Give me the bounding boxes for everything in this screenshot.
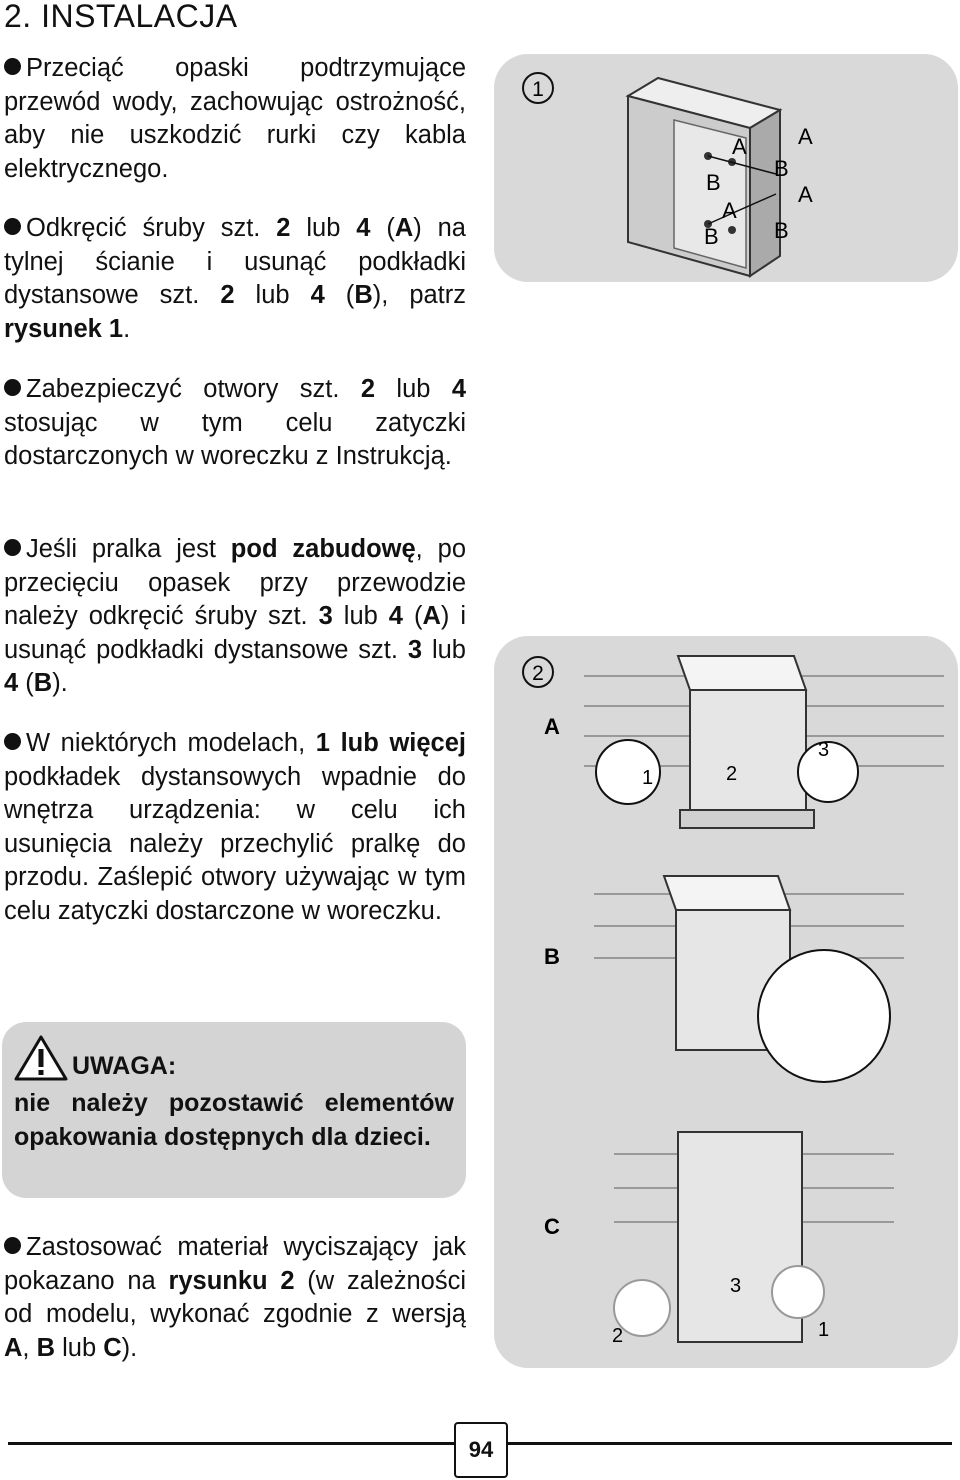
figure-2-panel <box>494 636 958 1368</box>
warning-title: UWAGA: <box>72 1052 177 1080</box>
instruction-paragraph-3: Zabezpieczyć otwory szt. 2 lub 4 stosując w tym celu zatyczki dostarczonych w woreczku z Instrukcją. <box>4 375 466 470</box>
label-a: A <box>798 182 813 207</box>
instruction-paragraph-4: Jeśli pralka jest pod zabudowę, po przecięciu opasek przy przewodzie należy odkręcić śruby szt. 3 lub 4 (A) i usunąć podkładki dystansowe szt. 3 lub 4 (B). <box>4 535 467 697</box>
step-number: 3 <box>730 1275 742 1297</box>
bullet-icon <box>4 58 21 75</box>
figure-2-illustration <box>494 636 958 1368</box>
bullet-icon <box>4 733 21 750</box>
step-number: 2 <box>726 763 738 785</box>
footer-rule-right <box>504 1442 952 1445</box>
warning-box <box>2 1022 466 1198</box>
label-b: B <box>706 170 721 195</box>
step-number: 1 <box>818 1319 830 1341</box>
label-b: B <box>774 218 789 243</box>
step-number: 2 <box>612 1325 624 1347</box>
figure-1-panel <box>494 54 958 282</box>
label-a: A <box>798 124 813 149</box>
step-number: 1 <box>642 767 654 789</box>
version-a-label: A <box>544 714 560 739</box>
label-a: A <box>722 198 737 223</box>
figure-1-illustration <box>494 54 958 282</box>
section-heading: 2. INSTALACJA <box>4 0 238 34</box>
label-b: B <box>774 156 789 181</box>
instruction-paragraph-5: W niektórych modelach, 1 lub więcej podkładek dystansowych wpadnie do wnętrza urządzenia: w celu ich usunięcia należy przechylić pralkę do przodu. Zaślepić otwory używając w tym celu zatyczki dostarczone w woreczku. <box>4 729 466 925</box>
bullet-icon <box>4 539 21 556</box>
version-b-label: B <box>544 944 560 969</box>
bullet-icon <box>4 379 21 396</box>
instruction-paragraph-1: Przeciąć opaski podtrzymujące przewód wody, zachowując ostrożność, aby nie uszkodzić rurki czy kabla elektrycznego. <box>4 54 466 183</box>
bullet-icon <box>4 218 21 235</box>
instruction-paragraph-2: Odkręcić śruby szt. 2 lub 4 (A) na tylnej ścianie i usunąć podkładki dystansowe szt. 2 lub 4 (B), patrz rysunek 1. <box>4 214 467 343</box>
warning-triangle-icon <box>14 1034 68 1082</box>
footer-rule-left <box>8 1442 454 1445</box>
instruction-paragraph-6: Zastosować materiał wyciszający jak pokazano na rysunku 2 (w zależności od modelu, wykonać zgodnie z wersją A, B lub C). <box>4 1233 467 1362</box>
figure-1-number: 1 <box>532 78 544 101</box>
label-b: B <box>704 224 719 249</box>
warning-text: nie należy pozostawić elementów opakowania dostępnych dla dzieci. <box>14 1089 454 1151</box>
label-a: A <box>732 134 747 159</box>
page-number: 94 <box>454 1422 508 1478</box>
figure-2-number: 2 <box>532 662 544 685</box>
bullet-icon <box>4 1237 21 1254</box>
step-number: 3 <box>818 739 830 761</box>
version-c-label: C <box>544 1214 560 1239</box>
